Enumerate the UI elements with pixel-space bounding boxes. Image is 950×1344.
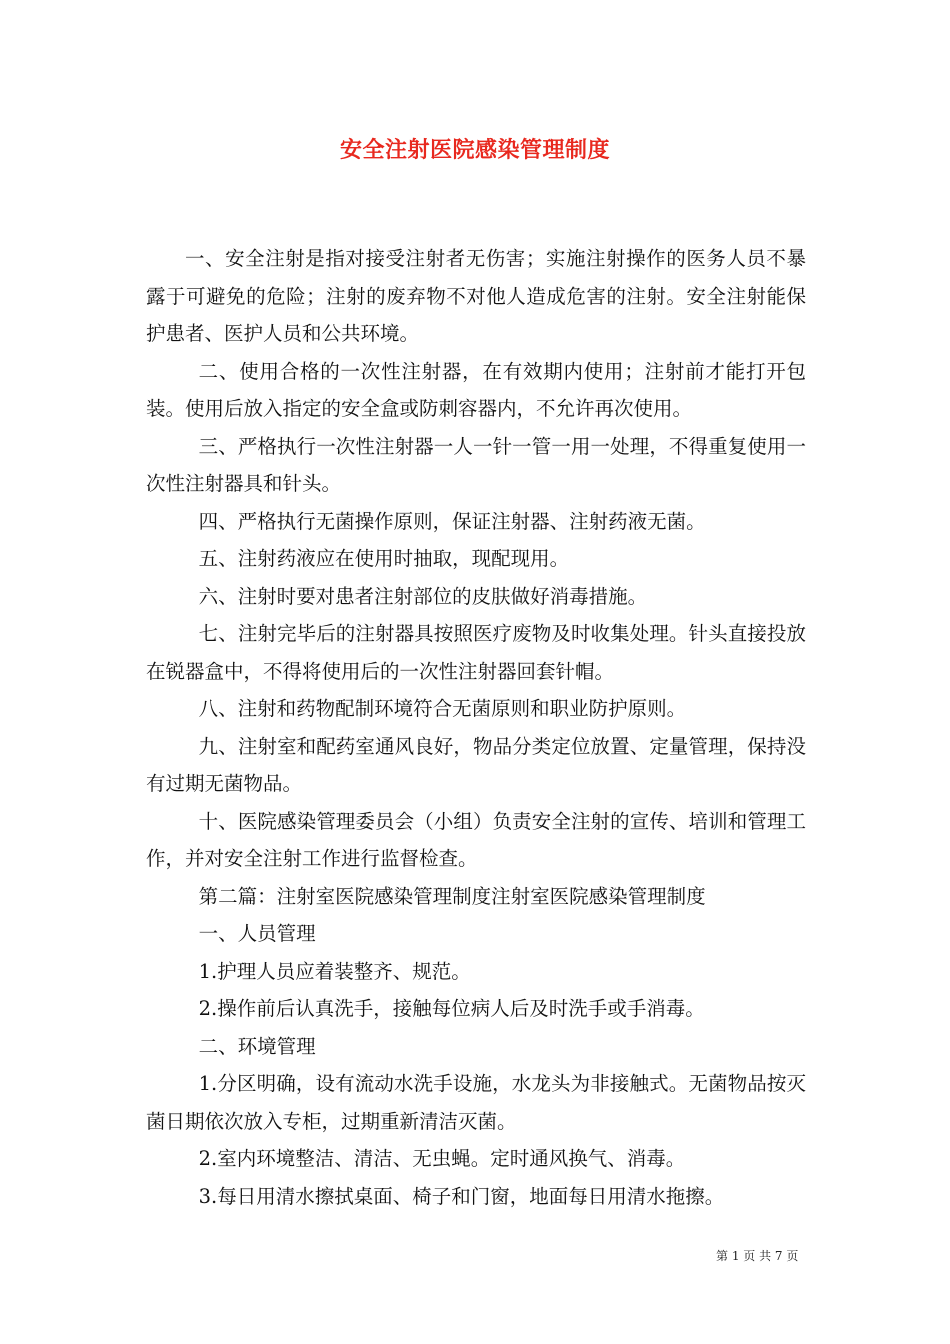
section-heading-personnel: 一、人员管理 [198, 922, 316, 945]
list-item: 1.护理人员应着装整齐、规范。 [198, 959, 471, 983]
paragraph-2: 二、使用合格的一次性注射器，在有效期内使用；注射前才能打开包装。使用后放入指定的安全盒或防刺容器内，不允许再次使用。 [146, 359, 806, 420]
list-item: 3.每日用清水擦拭桌面、椅子和门窗，地面每日用清水拖擦。 [198, 1184, 725, 1208]
paragraph-7: 七、注射完毕后的注射器具按照医疗废物及时收集处理。针头直接投放在锐器盒中，不得将使用后的一次性注射器回套针帽。 [146, 622, 806, 683]
list-item: 2.室内环境整洁、清洁、无虫蝇。定时通风换气、消毒。 [198, 1147, 686, 1170]
section-heading-part-two: 第二篇：注射室医院感染管理制度注射室医院感染管理制度 [198, 884, 706, 908]
paragraph-8: 八、注射和药物配制环境符合无菌原则和职业防护原则。 [198, 697, 687, 720]
page-number-footer: 第 1 页 共 7 页 [716, 1249, 799, 1263]
paragraph-1: 一、安全注射是指对接受注射者无伤害；实施注射操作的医务人员不暴露于可避免的危险；注射的废弃物不对他人造成危害的注射。安全注射能保护患者、医护人员和公共环境。 [146, 247, 806, 345]
paragraph-6: 六、注射时要对患者注射部位的皮肤做好消毒措施。 [198, 584, 648, 608]
document-body [146, 240, 806, 1215]
list-item: 1.分区明确，设有流动水洗手设施，水龙头为非接触式。无菌物品按灭菌日期依次放入专柜，过期重新清洁灭菌。 [146, 1072, 806, 1133]
paragraph-9: 九、注射室和配药室通风良好，物品分类定位放置、定量管理，保持没有过期无菌物品。 [146, 734, 806, 795]
paragraph-4: 四、严格执行无菌操作原则，保证注射器、注射药液无菌。 [198, 509, 706, 533]
paragraph-10: 十、医院感染管理委员会（小组）负责安全注射的宣传、培训和管理工作，并对安全注射工作进行监督检查。 [146, 809, 806, 870]
document-title: 安全注射医院感染管理制度 [339, 137, 610, 163]
paragraph-5: 五、注射药液应在使用时抽取，现配现用。 [198, 547, 570, 570]
list-item: 2.操作前后认真洗手，接触每位病人后及时洗手或手消毒。 [198, 997, 705, 1020]
section-heading-environment: 二、环境管理 [198, 1034, 316, 1058]
paragraph-3: 三、严格执行一次性注射器一人一针一管一用一处理，不得重复使用一次性注射器具和针头。 [146, 434, 806, 495]
